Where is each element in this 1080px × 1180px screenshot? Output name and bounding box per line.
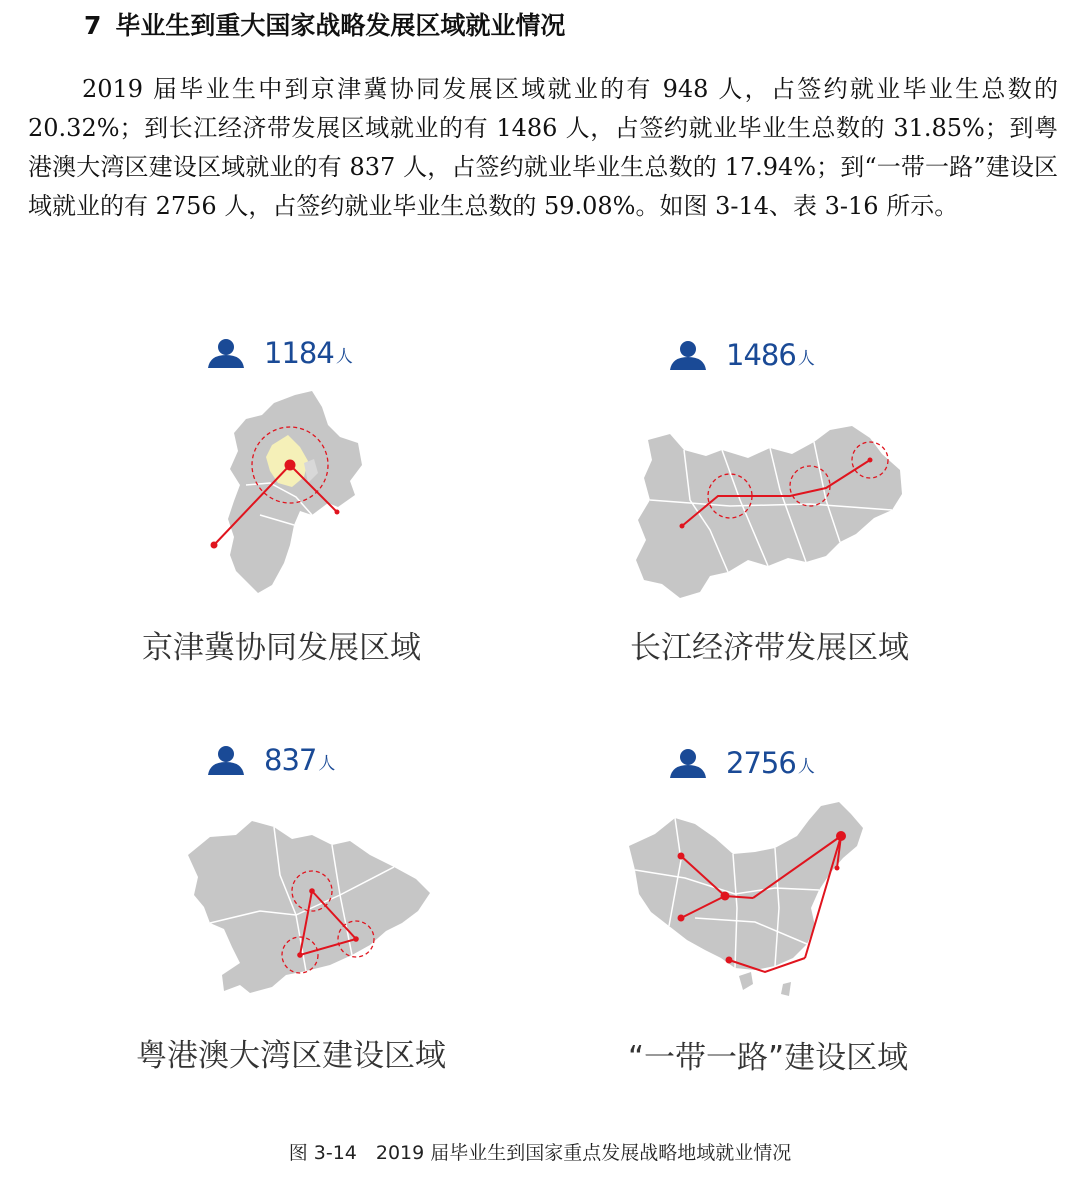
section-number: 7 [84,11,102,40]
count-unit: 人 [797,349,815,369]
employee-count: 2756 [726,746,796,780]
person-icon [206,338,246,368]
stat-greater-bay [206,745,335,775]
count-unit: 人 [318,754,336,774]
stat-belt-road [668,748,815,778]
yangtze-map [630,420,905,605]
jingjinji-map [200,385,380,600]
person-icon [668,748,708,778]
employee-count: 837 [264,743,317,777]
region-label: 京津冀协同发展区域 [142,630,421,666]
person-icon [206,745,246,775]
count-unit: 人 [797,757,815,777]
stat-yangtze [668,340,815,370]
region-label: 粤港澳大湾区建设区域 [136,1038,446,1074]
employee-count: 1486 [726,338,796,372]
stat-jingjinji [206,338,353,368]
region-label: “一带一路”建设区域 [628,1040,909,1076]
count-unit: 人 [335,347,353,367]
figure-caption: 图 3-14 2019 届毕业生到国家重点发展战略地域就业情况 [288,1142,792,1164]
belt-road-map [625,798,870,1000]
person-icon [668,340,708,370]
section-heading [84,6,565,46]
body-paragraph: 2019 届毕业生中到京津冀协同发展区域就业的有 948 人，占签约就业毕业生总数的 20.32%；到长江经济带发展区域就业的有 1486 人，占签约就业毕业生总数的 31.85%；到粤港澳大湾区建设区域就业的有 837 人，占签约就业毕业生总数的 17.94%；到“一带一路”建设区域就业的有 2756 人，占签约就业毕业生总数的 59.08%。如图 3-14、表 3-16 所示。 [28,75,1058,220]
section-title: 毕业生到重大国家战略发展区域就业情况 [115,11,566,40]
employee-count: 1184 [264,336,334,370]
greater-bay-map [180,815,435,1000]
region-label: 长江经济带发展区域 [630,630,909,666]
